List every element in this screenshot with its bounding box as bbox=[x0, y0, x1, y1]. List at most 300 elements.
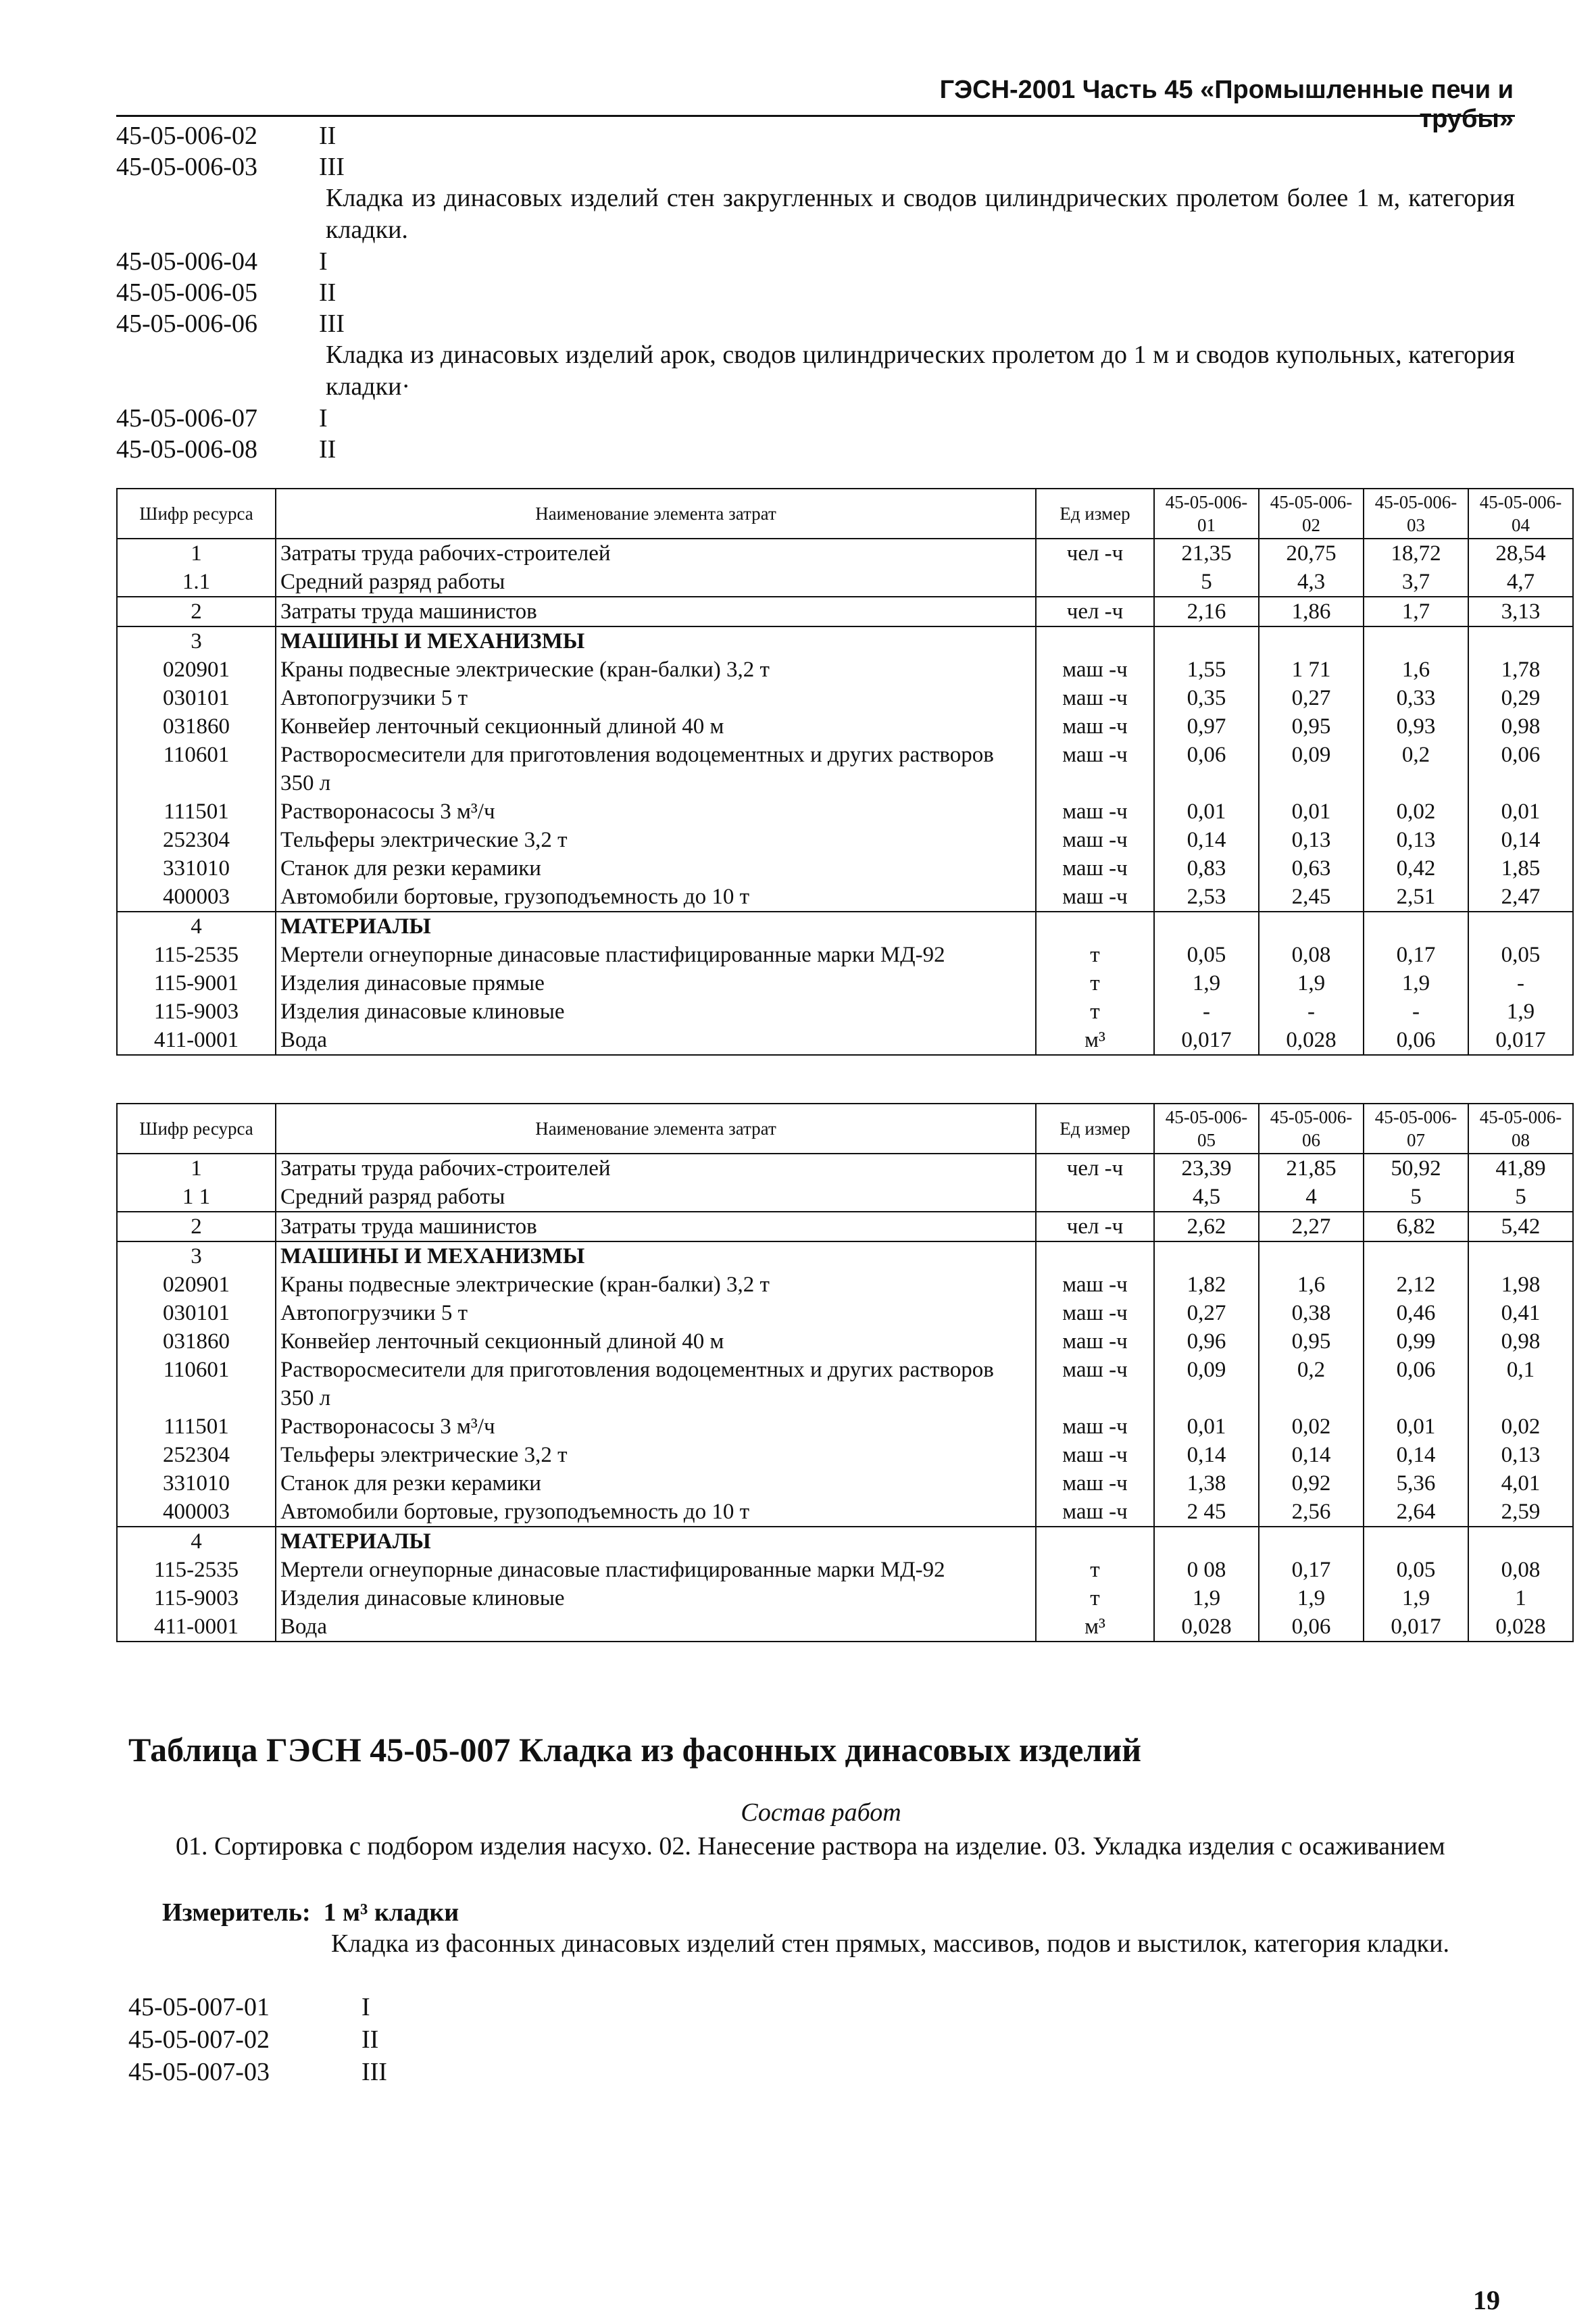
resource-name: Мертели огнеупорные динасовые пластифицированные марки МД-92 bbox=[276, 1556, 1036, 1584]
resource-value: 0,98 bbox=[1468, 1327, 1573, 1356]
resource-value: 1,86 bbox=[1259, 597, 1364, 626]
resource-value: 1,9 bbox=[1154, 969, 1259, 997]
resource-value: 0,99 bbox=[1364, 1327, 1468, 1356]
table-row bbox=[117, 941, 1573, 969]
resource-unit bbox=[1036, 626, 1154, 656]
header-unit: Ед измер bbox=[1036, 1104, 1154, 1154]
category-numeral: I bbox=[361, 1993, 370, 2021]
resource-value: 0,05 bbox=[1364, 1556, 1468, 1584]
resource-value: 0,2 bbox=[1364, 741, 1468, 797]
work-composition-heading: Состав работ bbox=[741, 1798, 901, 1827]
resource-unit: маш -ч bbox=[1036, 797, 1154, 826]
resource-name: Затраты труда рабочих-строителей bbox=[276, 539, 1036, 568]
resource-name: МАШИНЫ И МЕХАНИЗМЫ bbox=[276, 1241, 1036, 1271]
table-row bbox=[117, 1612, 1573, 1642]
resource-value: 0,96 bbox=[1154, 1327, 1259, 1356]
resource-name: Мертели огнеупорные динасовые пластифицированные марки МД-92 bbox=[276, 941, 1036, 969]
resource-value: 2,45 bbox=[1259, 883, 1364, 912]
resource-value: 0,17 bbox=[1364, 941, 1468, 969]
resource-value: 0,06 bbox=[1364, 1026, 1468, 1055]
resource-value bbox=[1259, 912, 1364, 941]
resource-value: 0,14 bbox=[1364, 1441, 1468, 1469]
resource-code: 4 bbox=[117, 1527, 276, 1556]
resource-value: 41,89 bbox=[1468, 1154, 1573, 1183]
resource-value: 0,01 bbox=[1154, 797, 1259, 826]
resource-code: 020901 bbox=[117, 656, 276, 684]
resource-name: Автопогрузчики 5 т bbox=[276, 1299, 1036, 1327]
table-row bbox=[117, 1441, 1573, 1469]
table-row bbox=[117, 797, 1573, 826]
resource-code: 031860 bbox=[117, 712, 276, 741]
code-number: 45-05-006-05 bbox=[116, 278, 257, 307]
code-number: 45-05-006-04 bbox=[116, 247, 257, 276]
table-row bbox=[117, 1498, 1573, 1527]
code-row bbox=[128, 2023, 387, 2056]
resource-unit: маш -ч bbox=[1036, 1412, 1154, 1441]
resource-unit: маш -ч bbox=[1036, 826, 1154, 854]
resource-unit: т bbox=[1036, 997, 1154, 1026]
resource-value: 2,64 bbox=[1364, 1498, 1468, 1527]
resource-value: 0,95 bbox=[1259, 1327, 1364, 1356]
resource-code: 4 bbox=[117, 912, 276, 941]
header-norm-column: 45-05-006-03 bbox=[1364, 489, 1468, 539]
resource-value: 5 bbox=[1468, 1183, 1573, 1212]
resource-unit: маш -ч bbox=[1036, 656, 1154, 684]
resource-value bbox=[1468, 912, 1573, 941]
table-row bbox=[117, 1356, 1573, 1412]
resource-value: 0,09 bbox=[1259, 741, 1364, 797]
code-number: 45-05-006-06 bbox=[116, 310, 257, 338]
resource-name: Растворосмесители для приготовления водоцементных и других растворов 350 л bbox=[276, 1356, 1036, 1412]
resource-code: 111501 bbox=[117, 1412, 276, 1441]
header-divider bbox=[116, 115, 1515, 117]
resource-value bbox=[1468, 1241, 1573, 1271]
resource-value: 5 bbox=[1364, 1183, 1468, 1212]
resource-value: 4,7 bbox=[1468, 568, 1573, 597]
resource-name: Краны подвесные электрические (кран-балки) 3,2 т bbox=[276, 1271, 1036, 1299]
resource-value: 0,028 bbox=[1154, 1612, 1259, 1642]
code-number: 45-05-006-08 bbox=[116, 435, 257, 464]
resource-code: 110601 bbox=[117, 741, 276, 797]
resource-value: 0,028 bbox=[1259, 1026, 1364, 1055]
resource-value: 0,14 bbox=[1259, 1441, 1364, 1469]
resource-value: - bbox=[1468, 969, 1573, 997]
category-numeral: II bbox=[319, 435, 336, 464]
resource-name: Вода bbox=[276, 1612, 1036, 1642]
resource-unit: т bbox=[1036, 941, 1154, 969]
resource-unit: маш -ч bbox=[1036, 1498, 1154, 1527]
resource-value: - bbox=[1259, 997, 1364, 1026]
resource-value bbox=[1364, 626, 1468, 656]
resource-code: 252304 bbox=[117, 1441, 276, 1469]
table-row bbox=[117, 1469, 1573, 1498]
code-row bbox=[116, 434, 1515, 465]
table-row bbox=[117, 912, 1573, 941]
resource-value: 1,6 bbox=[1364, 656, 1468, 684]
table-row bbox=[117, 741, 1573, 797]
resource-unit: маш -ч bbox=[1036, 684, 1154, 712]
resource-unit: м³ bbox=[1036, 1026, 1154, 1055]
resource-name: Тельферы электрические 3,2 т bbox=[276, 1441, 1036, 1469]
table-row bbox=[117, 1527, 1573, 1556]
resource-value bbox=[1259, 1241, 1364, 1271]
code-row bbox=[116, 308, 1515, 339]
resource-value: 6,82 bbox=[1364, 1212, 1468, 1241]
resource-value bbox=[1259, 1527, 1364, 1556]
table-row bbox=[117, 969, 1573, 997]
resource-value: 1,7 bbox=[1364, 597, 1468, 626]
resource-value: 0,05 bbox=[1468, 941, 1573, 969]
table-row bbox=[117, 826, 1573, 854]
resource-name: Растворосмесители для приготовления водоцементных и других растворов 350 л bbox=[276, 741, 1036, 797]
meter-label: Измеритель: bbox=[162, 1898, 311, 1927]
resource-code: 1 bbox=[117, 1154, 276, 1183]
category-numeral: III bbox=[319, 310, 345, 338]
resource-value: 0,06 bbox=[1364, 1356, 1468, 1412]
header-norm-column: 45-05-006-02 bbox=[1259, 489, 1364, 539]
resource-value: 0,29 bbox=[1468, 684, 1573, 712]
resource-value: 0,06 bbox=[1259, 1612, 1364, 1642]
resource-unit bbox=[1036, 912, 1154, 941]
resource-code: 400003 bbox=[117, 883, 276, 912]
resource-name: Станок для резки керамики bbox=[276, 1469, 1036, 1498]
resource-name: Вода bbox=[276, 1026, 1036, 1055]
resource-code: 115-2535 bbox=[117, 941, 276, 969]
header-code: Шифр ресурса bbox=[117, 1104, 276, 1154]
resource-value bbox=[1154, 1527, 1259, 1556]
resource-name: Затраты труда машинистов bbox=[276, 1212, 1036, 1241]
category-numeral: III bbox=[319, 153, 345, 181]
resource-value: 18,72 bbox=[1364, 539, 1468, 568]
section-description: Кладка из фасонных динасовых изделий стен прямых, массивов, подов и выстилок, категория кладки. bbox=[331, 1929, 1449, 1958]
resource-value: 0,01 bbox=[1154, 1412, 1259, 1441]
code-row bbox=[116, 151, 1515, 182]
resource-value: 0,02 bbox=[1259, 1412, 1364, 1441]
resource-code: 331010 bbox=[117, 854, 276, 883]
resource-code: 3 bbox=[117, 1241, 276, 1271]
table-row bbox=[117, 568, 1573, 597]
resource-value: 1,55 bbox=[1154, 656, 1259, 684]
table-row bbox=[117, 1584, 1573, 1612]
code-description: Кладка из динасовых изделий арок, сводов цилиндрических пролетом до 1 м и сводов купольных, категория кладки· bbox=[326, 341, 1515, 401]
resource-unit: т bbox=[1036, 1556, 1154, 1584]
category-numeral: I bbox=[319, 404, 328, 433]
resource-name: Автомобили бортовые, грузоподъемность до 10 т bbox=[276, 1498, 1036, 1527]
resource-unit: чел -ч bbox=[1036, 1154, 1154, 1183]
header-norm-column: 45-05-006-01 bbox=[1154, 489, 1259, 539]
resource-value: 20,75 bbox=[1259, 539, 1364, 568]
resource-unit: т bbox=[1036, 969, 1154, 997]
resource-name: Средний разряд работы bbox=[276, 1183, 1036, 1212]
resource-value: 0,46 bbox=[1364, 1299, 1468, 1327]
resource-value: 1,85 bbox=[1468, 854, 1573, 883]
resource-value: 2,16 bbox=[1154, 597, 1259, 626]
resource-value: 1 bbox=[1468, 1584, 1573, 1612]
resource-unit: м³ bbox=[1036, 1612, 1154, 1642]
header-norm-column: 45-05-006-05 bbox=[1154, 1104, 1259, 1154]
resource-value: 0,14 bbox=[1468, 826, 1573, 854]
resource-unit: маш -ч bbox=[1036, 883, 1154, 912]
resource-value: 0,41 bbox=[1468, 1299, 1573, 1327]
resource-code: 110601 bbox=[117, 1356, 276, 1412]
resource-value: 0,06 bbox=[1468, 741, 1573, 797]
resource-code: 030101 bbox=[117, 1299, 276, 1327]
table-row bbox=[117, 997, 1573, 1026]
table-row bbox=[117, 1412, 1573, 1441]
resource-value: 1,9 bbox=[1259, 969, 1364, 997]
resource-value: 0,08 bbox=[1468, 1556, 1573, 1584]
resource-name: Изделия динасовые клиновые bbox=[276, 997, 1036, 1026]
resource-value: 0,13 bbox=[1364, 826, 1468, 854]
category-numeral: II bbox=[361, 2025, 379, 2054]
code-number: 45-05-007-03 bbox=[128, 2058, 270, 2086]
header-unit: Ед измер bbox=[1036, 489, 1154, 539]
code-number: 45-05-007-02 bbox=[128, 2025, 270, 2054]
resource-unit: маш -ч bbox=[1036, 1356, 1154, 1412]
resource-unit bbox=[1036, 1527, 1154, 1556]
resource-name: Изделия динасовые клиновые bbox=[276, 1584, 1036, 1612]
resource-value: 0,09 bbox=[1154, 1356, 1259, 1412]
resource-code: 411-0001 bbox=[117, 1026, 276, 1055]
resource-value: 50,92 bbox=[1364, 1154, 1468, 1183]
resource-name: МАШИНЫ И МЕХАНИЗМЫ bbox=[276, 626, 1036, 656]
section-title: Таблица ГЭСН 45-05-007 Кладка из фасонных динасовых изделий bbox=[128, 1731, 1142, 1769]
header-norm-column: 45-05-006-08 bbox=[1468, 1104, 1573, 1154]
resource-value: 0,08 bbox=[1259, 941, 1364, 969]
resource-name: Станок для резки керамики bbox=[276, 854, 1036, 883]
resource-value: 2,62 bbox=[1154, 1212, 1259, 1241]
resource-value: 4,5 bbox=[1154, 1183, 1259, 1212]
resource-value: 0,27 bbox=[1154, 1299, 1259, 1327]
resource-value: 1,9 bbox=[1364, 1584, 1468, 1612]
resource-value: 0,05 bbox=[1154, 941, 1259, 969]
resource-code: 400003 bbox=[117, 1498, 276, 1527]
code-number: 45-05-006-02 bbox=[116, 122, 257, 150]
resource-value bbox=[1364, 912, 1468, 941]
resource-name: МАТЕРИАЛЫ bbox=[276, 1527, 1036, 1556]
resource-code: 252304 bbox=[117, 826, 276, 854]
resource-value: 0,35 bbox=[1154, 684, 1259, 712]
resource-table-2 bbox=[116, 1103, 1574, 1642]
resource-value: 2,12 bbox=[1364, 1271, 1468, 1299]
resource-name: Изделия динасовые прямые bbox=[276, 969, 1036, 997]
header-norm-column: 45-05-006-06 bbox=[1259, 1104, 1364, 1154]
resource-code: 030101 bbox=[117, 684, 276, 712]
resource-code: 1 bbox=[117, 539, 276, 568]
table-row bbox=[117, 1154, 1573, 1183]
resource-code: 2 bbox=[117, 1212, 276, 1241]
resource-name: Растворонасосы 3 м³/ч bbox=[276, 797, 1036, 826]
resource-name: Автопогрузчики 5 т bbox=[276, 684, 1036, 712]
resource-value: 3,13 bbox=[1468, 597, 1573, 626]
resource-value: 0,01 bbox=[1259, 797, 1364, 826]
resource-value: 1,38 bbox=[1154, 1469, 1259, 1498]
table-row bbox=[117, 656, 1573, 684]
resource-unit: маш -ч bbox=[1036, 1271, 1154, 1299]
resource-unit: чел -ч bbox=[1036, 1212, 1154, 1241]
category-numeral: I bbox=[319, 247, 328, 276]
resource-value: 1 71 bbox=[1259, 656, 1364, 684]
table-header-row bbox=[117, 489, 1573, 539]
resource-name: Растворонасосы 3 м³/ч bbox=[276, 1412, 1036, 1441]
resource-name: Средний разряд работы bbox=[276, 568, 1036, 597]
resource-name: Автомобили бортовые, грузоподъемность до 10 т bbox=[276, 883, 1036, 912]
header-norm-column: 45-05-006-07 bbox=[1364, 1104, 1468, 1154]
resource-value: 2,53 bbox=[1154, 883, 1259, 912]
resource-value: - bbox=[1154, 997, 1259, 1026]
table-row bbox=[117, 854, 1573, 883]
page-number: 19 bbox=[1473, 2285, 1500, 2315]
resource-value: 5,36 bbox=[1364, 1469, 1468, 1498]
resource-value: 0,98 bbox=[1468, 712, 1573, 741]
category-numeral: III bbox=[361, 2058, 387, 2086]
table-row bbox=[117, 1183, 1573, 1212]
resource-value: 2,27 bbox=[1259, 1212, 1364, 1241]
resource-value: 0,38 bbox=[1259, 1299, 1364, 1327]
resource-value bbox=[1259, 626, 1364, 656]
resource-value: 0,017 bbox=[1364, 1612, 1468, 1642]
top-code-list bbox=[116, 120, 1515, 465]
resource-code: 115-2535 bbox=[117, 1556, 276, 1584]
table-row bbox=[117, 684, 1573, 712]
table-row bbox=[117, 883, 1573, 912]
resource-value: 0,27 bbox=[1259, 684, 1364, 712]
resource-value bbox=[1154, 626, 1259, 656]
table-row bbox=[117, 597, 1573, 626]
resource-value bbox=[1364, 1527, 1468, 1556]
resource-unit bbox=[1036, 1241, 1154, 1271]
resource-unit: чел -ч bbox=[1036, 597, 1154, 626]
resource-name: Конвейер ленточный секционный длиной 40 м bbox=[276, 712, 1036, 741]
resource-value: 0,14 bbox=[1154, 826, 1259, 854]
resource-unit: маш -ч bbox=[1036, 1299, 1154, 1327]
resource-code: 1.1 bbox=[117, 568, 276, 597]
resource-unit: маш -ч bbox=[1036, 854, 1154, 883]
section-code-list bbox=[128, 1991, 387, 2088]
resource-value: 1,78 bbox=[1468, 656, 1573, 684]
resource-value: 0,06 bbox=[1154, 741, 1259, 797]
code-description: Кладка из динасовых изделий стен закругленных и сводов цилиндрических пролетом более 1 м, категория кладки. bbox=[326, 184, 1515, 244]
resource-value: 0 08 bbox=[1154, 1556, 1259, 1584]
resource-value: 0,01 bbox=[1468, 797, 1573, 826]
resource-value: 4,3 bbox=[1259, 568, 1364, 597]
resource-value: 21,85 bbox=[1259, 1154, 1364, 1183]
resource-name: Тельферы электрические 3,2 т bbox=[276, 826, 1036, 854]
resource-value: 0,01 bbox=[1364, 1412, 1468, 1441]
table-row bbox=[117, 1241, 1573, 1271]
code-row bbox=[116, 277, 1515, 308]
resource-unit: маш -ч bbox=[1036, 712, 1154, 741]
resource-table-1 bbox=[116, 488, 1574, 1056]
resource-unit: маш -ч bbox=[1036, 1469, 1154, 1498]
resource-value: - bbox=[1364, 997, 1468, 1026]
code-row bbox=[116, 246, 1515, 277]
header-name: Наименование элемента затрат bbox=[276, 489, 1036, 539]
resource-value: 1,6 bbox=[1259, 1271, 1364, 1299]
resource-value: 1,9 bbox=[1468, 997, 1573, 1026]
code-number: 45-05-007-01 bbox=[128, 1993, 270, 2021]
resource-name: Конвейер ленточный секционный длиной 40 м bbox=[276, 1327, 1036, 1356]
resource-value: 0,1 bbox=[1468, 1356, 1573, 1412]
resource-value: 0,02 bbox=[1468, 1412, 1573, 1441]
table-row bbox=[117, 1271, 1573, 1299]
page-header: ГЭСН-2001 Часть 45 «Промышленные печи и трубы» bbox=[939, 76, 1514, 133]
resource-value: 2,59 bbox=[1468, 1498, 1573, 1527]
resource-value bbox=[1364, 1241, 1468, 1271]
resource-unit: т bbox=[1036, 1584, 1154, 1612]
resource-value: 2,51 bbox=[1364, 883, 1468, 912]
code-number: 45-05-006-07 bbox=[116, 404, 257, 433]
resource-value: 0,63 bbox=[1259, 854, 1364, 883]
code-row bbox=[116, 403, 1515, 434]
table-row bbox=[117, 1026, 1573, 1055]
resource-value: 28,54 bbox=[1468, 539, 1573, 568]
resource-value: 0,017 bbox=[1468, 1026, 1573, 1055]
resource-value: 0,028 bbox=[1468, 1612, 1573, 1642]
table-row bbox=[117, 712, 1573, 741]
resource-code: 411-0001 bbox=[117, 1612, 276, 1642]
meter-value: 1 м³ кладки bbox=[323, 1898, 459, 1927]
resource-value: 0,13 bbox=[1468, 1441, 1573, 1469]
work-composition-text: 01. Сортировка с подбором изделия насухо. 02. Нанесение раствора на изделие. 03. Укладка изделия с осаживанием bbox=[176, 1832, 1445, 1861]
resource-value: 4 bbox=[1259, 1183, 1364, 1212]
resource-value: 5 bbox=[1154, 568, 1259, 597]
resource-code: 020901 bbox=[117, 1271, 276, 1299]
resource-value bbox=[1154, 1241, 1259, 1271]
table-row bbox=[117, 1327, 1573, 1356]
table-row bbox=[117, 626, 1573, 656]
resource-name: МАТЕРИАЛЫ bbox=[276, 912, 1036, 941]
resource-code: 2 bbox=[117, 597, 276, 626]
resource-code: 115-9003 bbox=[117, 997, 276, 1026]
resource-value: 0,92 bbox=[1259, 1469, 1364, 1498]
resource-code: 1 1 bbox=[117, 1183, 276, 1212]
resource-value: 0,2 bbox=[1259, 1356, 1364, 1412]
resource-value: 3,7 bbox=[1364, 568, 1468, 597]
resource-unit bbox=[1036, 568, 1154, 597]
resource-name: Краны подвесные электрические (кран-балки) 3,2 т bbox=[276, 656, 1036, 684]
resource-value: 0,02 bbox=[1364, 797, 1468, 826]
resource-value: 1,98 bbox=[1468, 1271, 1573, 1299]
resource-name: Затраты труда машинистов bbox=[276, 597, 1036, 626]
resource-value: 2,47 bbox=[1468, 883, 1573, 912]
table-header-row bbox=[117, 1104, 1573, 1154]
resource-code: 3 bbox=[117, 626, 276, 656]
table-row bbox=[117, 1212, 1573, 1241]
resource-value: 0,83 bbox=[1154, 854, 1259, 883]
header-name: Наименование элемента затрат bbox=[276, 1104, 1036, 1154]
code-row bbox=[128, 2056, 387, 2088]
code-number: 45-05-006-03 bbox=[116, 153, 257, 181]
resource-value: 1,9 bbox=[1259, 1584, 1364, 1612]
resource-unit bbox=[1036, 1183, 1154, 1212]
resource-value: 0,93 bbox=[1364, 712, 1468, 741]
resource-value: 1,82 bbox=[1154, 1271, 1259, 1299]
category-numeral: II bbox=[319, 122, 336, 150]
resource-code: 115-9001 bbox=[117, 969, 276, 997]
resource-value: 0,42 bbox=[1364, 854, 1468, 883]
resource-name: Затраты труда рабочих-строителей bbox=[276, 1154, 1036, 1183]
resource-value: 0,17 bbox=[1259, 1556, 1364, 1584]
resource-code: 115-9003 bbox=[117, 1584, 276, 1612]
code-row bbox=[116, 120, 1515, 151]
resource-value: 2,56 bbox=[1259, 1498, 1364, 1527]
resource-value: 1,9 bbox=[1154, 1584, 1259, 1612]
resource-value: 5,42 bbox=[1468, 1212, 1573, 1241]
resource-value: 21,35 bbox=[1154, 539, 1259, 568]
resource-unit: чел -ч bbox=[1036, 539, 1154, 568]
resource-value: 0,017 bbox=[1154, 1026, 1259, 1055]
